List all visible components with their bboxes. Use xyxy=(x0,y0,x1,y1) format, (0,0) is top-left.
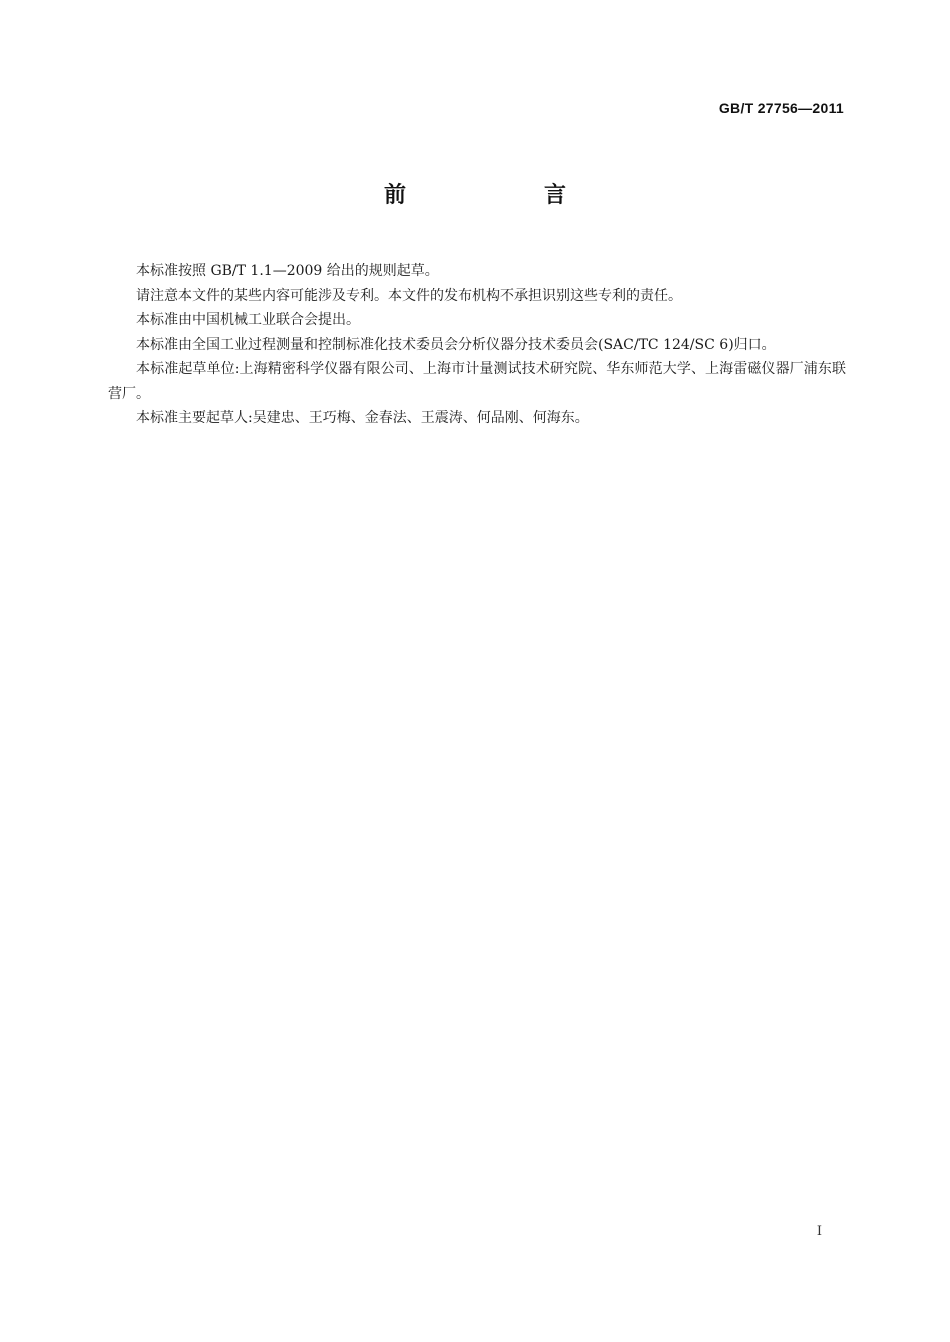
paragraph-administrator: 本标准由全国工业过程测量和控制标准化技术委员会分析仪器分技术委员会(SAC/TC 124/SC 6)归口。 xyxy=(136,336,776,353)
foreword-body xyxy=(108,259,846,431)
standard-code: GB/T 27756—2011 xyxy=(718,100,844,116)
page-title: 前 言 xyxy=(383,183,624,208)
paragraph-proposer: 本标准由中国机械工业联合会提出。 xyxy=(136,312,360,328)
paragraph-patent-notice: 请注意本文件的某些内容可能涉及专利。本文件的发布机构不承担识别这些专利的责任。 xyxy=(136,287,682,304)
paragraph-drafting-rules: 本标准按照 GB/T 1.1—2009 给出的规则起草。 xyxy=(136,263,439,279)
page-number: I xyxy=(816,1224,822,1239)
paragraph-drafting-units: 本标准起草单位:上海精密科学仪器有限公司、上海市计量测试技术研究院、华东师范大学、上海雷磁仪器厂浦东联营厂。 xyxy=(108,361,846,402)
paragraph-drafters: 本标准主要起草人:吴建忠、王巧梅、金春法、王震涛、何品刚、何海东。 xyxy=(136,410,589,426)
